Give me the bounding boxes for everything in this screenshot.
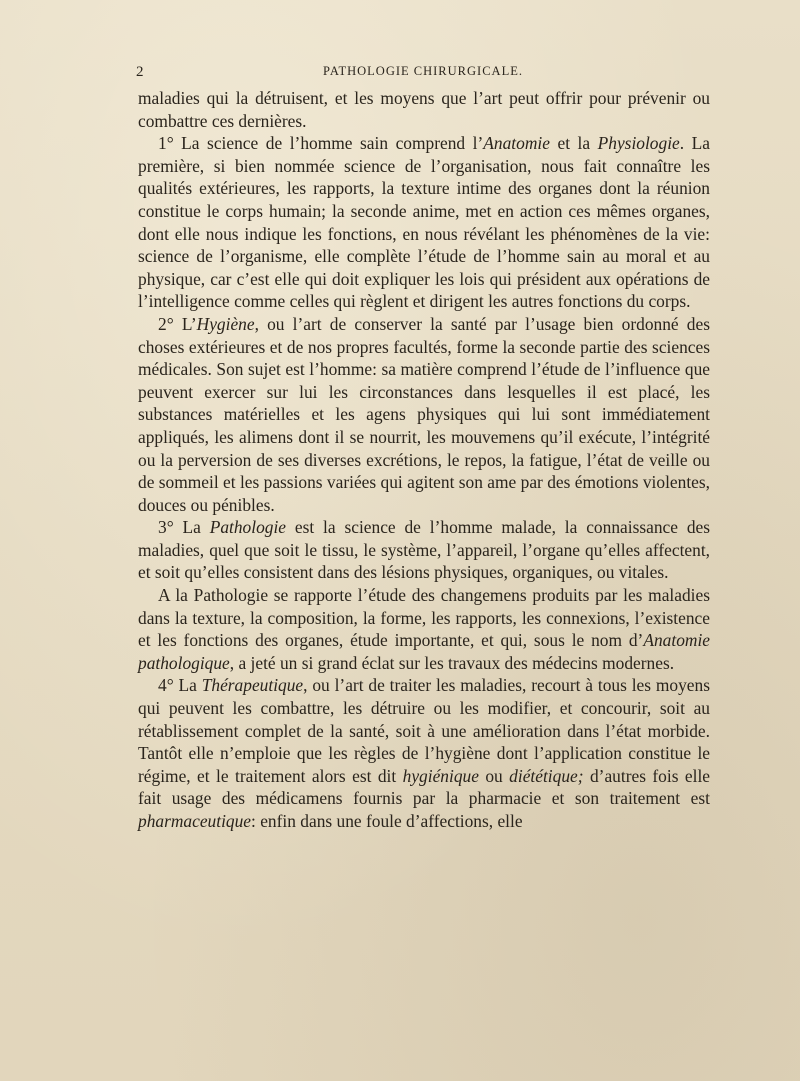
running-title: PATHOLOGIE CHIRURGICALE. [323, 64, 523, 78]
text-run: 3° La [158, 517, 210, 538]
text-run: , a jeté un si grand éclat sur les travaux des médecins modernes. [229, 652, 675, 673]
text-run: d’autres fois elle fait usage des médicamens fournis par la pharmacie et son traitement est [138, 765, 710, 809]
paragraph [138, 313, 710, 516]
text-run: et la [549, 133, 598, 154]
text-run: 2° L’ [158, 313, 197, 334]
italic-term: Pathologie [209, 517, 287, 538]
text-run: 1° La science de l’homme sain comprend l’ [158, 133, 484, 154]
paragraph [138, 132, 710, 313]
italic-term: Anatomie pathologique [138, 630, 710, 673]
italic-term: pharmaceutique [138, 811, 252, 831]
paragraph [138, 584, 710, 674]
page-header [136, 64, 710, 84]
italic-term: Anatomie [483, 133, 550, 154]
page-number: 2 [136, 64, 144, 80]
paragraph [138, 674, 710, 832]
italic-term: Thérapeutique [201, 675, 304, 696]
text-run: est la science de l’homme malade, la connaissance des maladies, quel que soit le tissu, le système, l’appareil, l’organe qu’elles affectent, et soit qu’elles consistent dans des lésions physiques, organiques, ou vitales. [138, 517, 710, 583]
text-run: , ou l’art de traiter les maladies, recourt à tous les moyens qui peuvent les combattre, les détruire ou les modifier, et concourir, soit au rétablissement complet de la santé, soit à une amélioration dans l’état morbide. Tantôt elle n’emploie que les règles de l’hygiène dont l’application constitue le régime, et le traitement alors est dit [138, 675, 710, 786]
paragraph [138, 516, 710, 584]
text-run: : enfin dans une foule d’affections, elle [251, 811, 523, 831]
italic-term: diététique; [509, 765, 584, 786]
text-run: , ou l’art de conserver la santé par l’usage bien ordonné des choses extérieures et de nos propres facultés, forme la seconde partie des sciences médicales. Son sujet est l’homme: sa matière comprend l’étude de l’influence que peuvent exercer sur lui les circonstances dans lesquelles il est placé, les substances matérielles et les agens physiques qui lui sont immédiatement appliqués, les alimens dont il se nourrit, les mouvemens qu’il exécute, l’intégrité ou la perversion de ses diverses excrétions, le repos, la fatigue, l’état de veille ou de sommeil et les passions variées qui agitent son ame par des émotions violentes, douces ou pénibles. [138, 313, 710, 515]
text-run: ou [478, 765, 510, 786]
text-run: . La première, si bien nommée science de l’organisation, nous fait connaître les qualités extérieures, les rapports, la texture intime des organes dont la réunion constitue le corps humain; la seconde anime, met en action ces mêmes organes, dont elle nous indique les fonctions, en nous révélant les phénomènes de la vie: science de l’organisme, elle complète l’étude de l’homme sain au moral et au physique, car c’est elle qui doit expliquer les lois qui président aux opérations de l’intelligence comme celles qui règlent et dirigent les autres fonctions du corps. [138, 133, 710, 312]
text-run: A la Pathologie se rapporte l’étude des changemens produits par les maladies dans la texture, la composition, la forme, les rapports, les connexions, l’existence et les fonctions des organes, étude importante, et qui, sous le nom d’ [138, 585, 710, 651]
italic-term: hygiénique [402, 765, 479, 786]
paragraph [138, 87, 710, 132]
body-text [138, 87, 710, 833]
text-run: maladies qui la détruisent, et les moyens que l’art peut offrir pour prévenir ou combattre ces dernières. [138, 88, 710, 131]
text-run: 4° La [158, 675, 202, 696]
italic-term: Hygiène [196, 313, 255, 334]
italic-term: Physiologie [597, 133, 680, 154]
